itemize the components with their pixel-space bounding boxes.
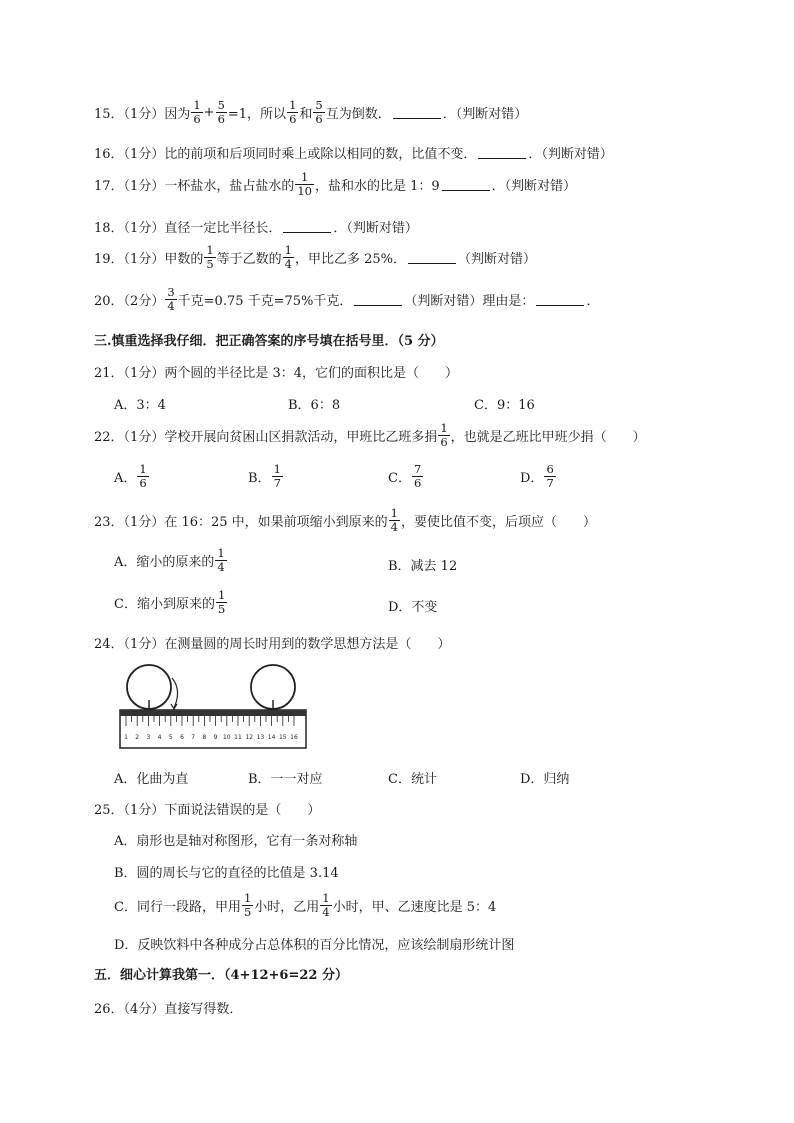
ruler-tick-label: 12 bbox=[245, 734, 254, 741]
rotation-arrow-icon bbox=[172, 678, 178, 708]
option-b[interactable]: B． $\frac{1}{7}$ bbox=[248, 462, 281, 490]
answer-blank[interactable] bbox=[283, 220, 331, 233]
fraction: $\frac{3}{4}$ bbox=[167, 285, 175, 313]
ruler-tick-label: 2 bbox=[135, 734, 140, 741]
fraction: $\frac{1}{4}$ bbox=[284, 243, 292, 271]
option-c[interactable]: C．同行一段路，甲用 $\frac{1}{5}$ 小时，乙用 $\frac{1}{4}$ 小时，甲、乙速度比是 5：4 bbox=[114, 891, 497, 919]
ruler-tick-label: 8 bbox=[202, 734, 207, 741]
option-c[interactable]: C．缩小到原来的 $\frac{1}{5}$ bbox=[114, 588, 226, 616]
question-23: 23．（1分）在 16：25 中，如果前项缩小到原来的 $\frac{1}{4}$ ，要使比值不变，后项应（ ） bbox=[94, 506, 597, 534]
ruler-tick-label: 3 bbox=[146, 734, 151, 741]
option-a[interactable]: A．缩小的原来的 $\frac{1}{4}$ bbox=[114, 546, 225, 574]
option-a[interactable]: A．扇形也是轴对称图形，它有一条对称轴 bbox=[114, 834, 358, 849]
fraction: $\frac{1}{10}$ bbox=[297, 170, 312, 198]
fraction: $\frac{1}{5}$ bbox=[206, 243, 214, 271]
fraction: $\frac{1}{6}$ bbox=[193, 98, 201, 126]
ruler-tick-label: 15 bbox=[278, 734, 287, 741]
answer-blank[interactable] bbox=[478, 146, 526, 159]
option-b[interactable]: B．圆的周长与它的直径的比值是 3.14 bbox=[114, 866, 339, 881]
answer-blank[interactable] bbox=[393, 106, 441, 119]
fraction: $\frac{5}{6}$ bbox=[217, 98, 225, 126]
fraction: $\frac{1}{6}$ bbox=[289, 98, 297, 126]
ruler-tick-label: 5 bbox=[168, 734, 173, 741]
answer-blank[interactable] bbox=[442, 178, 490, 191]
ruler-tick-label: 7 bbox=[191, 734, 196, 741]
question-26: 26．（4分）直接写得数． bbox=[94, 1002, 243, 1017]
option-a[interactable]: A．3：4 bbox=[114, 398, 166, 413]
section-heading-3: 三.慎重选择我仔细．把正确答案的序号填在括号里．（5 分） bbox=[94, 334, 444, 349]
ruler-tick-label: 9 bbox=[213, 734, 218, 741]
question-17: 17．（1分）一杯盐水，盐占盐水的 $\frac{1}{10}$ ，盐和水的比是 1：9 ．（判断对错） bbox=[94, 170, 577, 198]
answer-blank[interactable] bbox=[354, 293, 402, 306]
question-19: 19．（1分）甲数的 $\frac{1}{5}$ 等于乙数的 $\frac{1}{4}$ ，甲比乙多 25%． （判断对错） bbox=[94, 243, 537, 271]
ruler-tick-label: 4 bbox=[157, 734, 162, 741]
question-18: 18．（1分）直径一定比半径长． ．（判断对错） bbox=[94, 221, 418, 236]
option-d[interactable]: D．反映饮料中各种成分占总体积的百分比情况，应该绘制扇形统计图 bbox=[114, 938, 515, 953]
question-16: 16．（1分）比的前项和后项同时乘上或除以相同的数，比值不变． ．（判断对错） bbox=[94, 147, 613, 162]
option-d[interactable]: D．归纳 bbox=[520, 772, 570, 787]
option-d[interactable]: D．不变 bbox=[388, 600, 438, 615]
ruler-tick-label: 10 bbox=[222, 734, 231, 741]
option-a[interactable]: A． $\frac{1}{6}$ bbox=[114, 462, 147, 490]
option-c[interactable]: C．9：16 bbox=[474, 398, 535, 413]
ruler-tick-label: 13 bbox=[256, 734, 265, 741]
question-20: 20．（2分） $\frac{3}{4}$ 千克=0.75 千克=75%千克． （判断对错）理由是： ． bbox=[94, 285, 600, 313]
option-b[interactable]: B．减去 12 bbox=[388, 559, 458, 574]
section-heading-5: 五．细心计算我第一．（4+12+6=22 分） bbox=[94, 968, 348, 983]
option-d[interactable]: D． $\frac{6}{7}$ bbox=[520, 462, 554, 490]
circle-rolling-ruler-figure bbox=[118, 660, 308, 752]
option-c[interactable]: C． $\frac{7}{6}$ bbox=[388, 462, 422, 490]
question-24: 24．（1分）在测量圆的周长时用到的数学思想方法是（ ） bbox=[94, 637, 451, 652]
reason-blank[interactable] bbox=[536, 293, 584, 306]
answer-blank[interactable] bbox=[408, 251, 456, 264]
fraction: $\frac{1}{4}$ bbox=[390, 506, 398, 534]
ruler-tick-label: 1 bbox=[124, 734, 128, 741]
question-25: 25．（1分）下面说法错误的是（ ） bbox=[94, 803, 321, 818]
question-21: 21．（1分）两个圆的半径比是 3：4，它们的面积比是（ ） bbox=[94, 366, 458, 381]
option-a[interactable]: A．化曲为直 bbox=[114, 772, 189, 787]
fraction: $\frac{1}{6}$ bbox=[440, 421, 448, 449]
fraction: $\frac{5}{6}$ bbox=[315, 98, 323, 126]
ruler-tick-label: 6 bbox=[180, 734, 184, 741]
question-15: 15．（1分）因为 $\frac{1}{6}$ + $\frac{5}{6}$ =1，所以 $\frac{1}{6}$ 和 $\frac{5}{6}$ 互为倒数． ．（判断对错） bbox=[94, 98, 528, 126]
option-c[interactable]: C．统计 bbox=[388, 772, 437, 787]
ruler-tick-label: 11 bbox=[234, 734, 242, 741]
option-b[interactable]: B．6：8 bbox=[288, 398, 341, 413]
option-b[interactable]: B．一一对应 bbox=[248, 772, 323, 787]
question-22: 22．（1分）学校开展向贫困山区捐款活动，甲班比乙班多捐 $\frac{1}{6}$ ，也就是乙班比甲班少捐（ ） bbox=[94, 421, 646, 449]
ruler-tick-label: 14 bbox=[267, 734, 276, 741]
ruler-tick-label: 16 bbox=[290, 734, 298, 741]
